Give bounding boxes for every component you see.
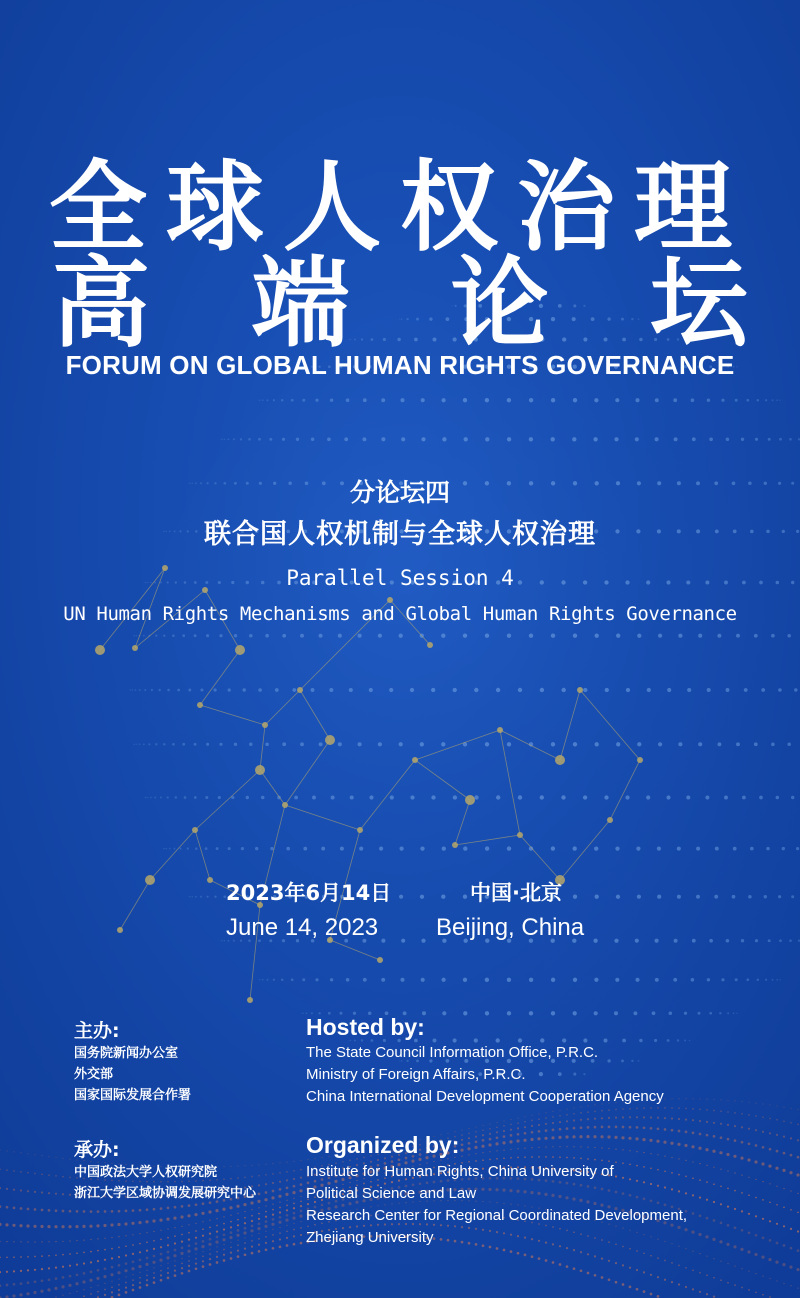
organizer-item-zh: 中国政法大学人权研究院 xyxy=(74,1165,218,1180)
session-label-zh: 分论坛四 xyxy=(349,478,450,507)
organized-list-zh xyxy=(74,1162,256,1204)
session-title-zh: 联合国人权机制与全球人权治理 xyxy=(204,519,596,550)
organizer-item-en: Institute for Human Rights, China University of xyxy=(306,1163,614,1180)
organized-label-en: Organized by: xyxy=(306,1132,460,1158)
event-location-zh: 中国·北京 xyxy=(470,881,562,905)
hosted-label-zh: 主办: xyxy=(74,1020,120,1042)
event-date-zh: 2023年6月14日 xyxy=(226,881,392,905)
organized-list-en xyxy=(306,1161,687,1249)
main-title-zh-line2 xyxy=(40,247,760,361)
main-title-en: FORUM ON GLOBAL HUMAN RIGHTS GOVERNANCE xyxy=(65,350,735,380)
host-item-en: Ministry of Foreign Affairs, P.R.C. xyxy=(306,1066,526,1083)
event-location-en: Beijing, China xyxy=(436,914,585,941)
session-label-en: Parallel Session 4 xyxy=(286,566,514,590)
organizer-item-en: Research Center for Regional Coordinated Development, xyxy=(306,1207,688,1224)
session-title-en: UN Human Rights Mechanisms and Global Human Rights Governance xyxy=(63,603,737,625)
host-item-zh: 国家国际发展合作署 xyxy=(74,1088,192,1103)
host-item-en: The State Council Information Office, P.R.C. xyxy=(306,1044,599,1061)
organized-label-zh: 承办: xyxy=(74,1139,120,1161)
main-title-zh-line1: 全球人权治理 xyxy=(48,151,751,265)
title-char: 坛 xyxy=(649,247,748,361)
event-date-en: June 14, 2023 xyxy=(226,914,379,941)
title-char: 论 xyxy=(450,247,549,361)
organizer-item-en: Political Science and Law xyxy=(306,1185,477,1202)
host-item-zh: 外交部 xyxy=(74,1067,114,1082)
organizer-item-zh: 浙江大学区域协调发展研究中心 xyxy=(74,1186,257,1201)
host-item-zh: 国务院新闻办公室 xyxy=(74,1046,179,1061)
hosted-list-en xyxy=(306,1042,664,1108)
hosted-list-zh xyxy=(74,1043,191,1106)
title-char: 端 xyxy=(251,247,350,361)
host-item-en: China International Development Cooperation Agency xyxy=(306,1088,664,1105)
title-char: 高 xyxy=(52,247,151,361)
organizer-item-en: Zhejiang University xyxy=(306,1229,434,1246)
hosted-label-en: Hosted by: xyxy=(306,1014,425,1040)
